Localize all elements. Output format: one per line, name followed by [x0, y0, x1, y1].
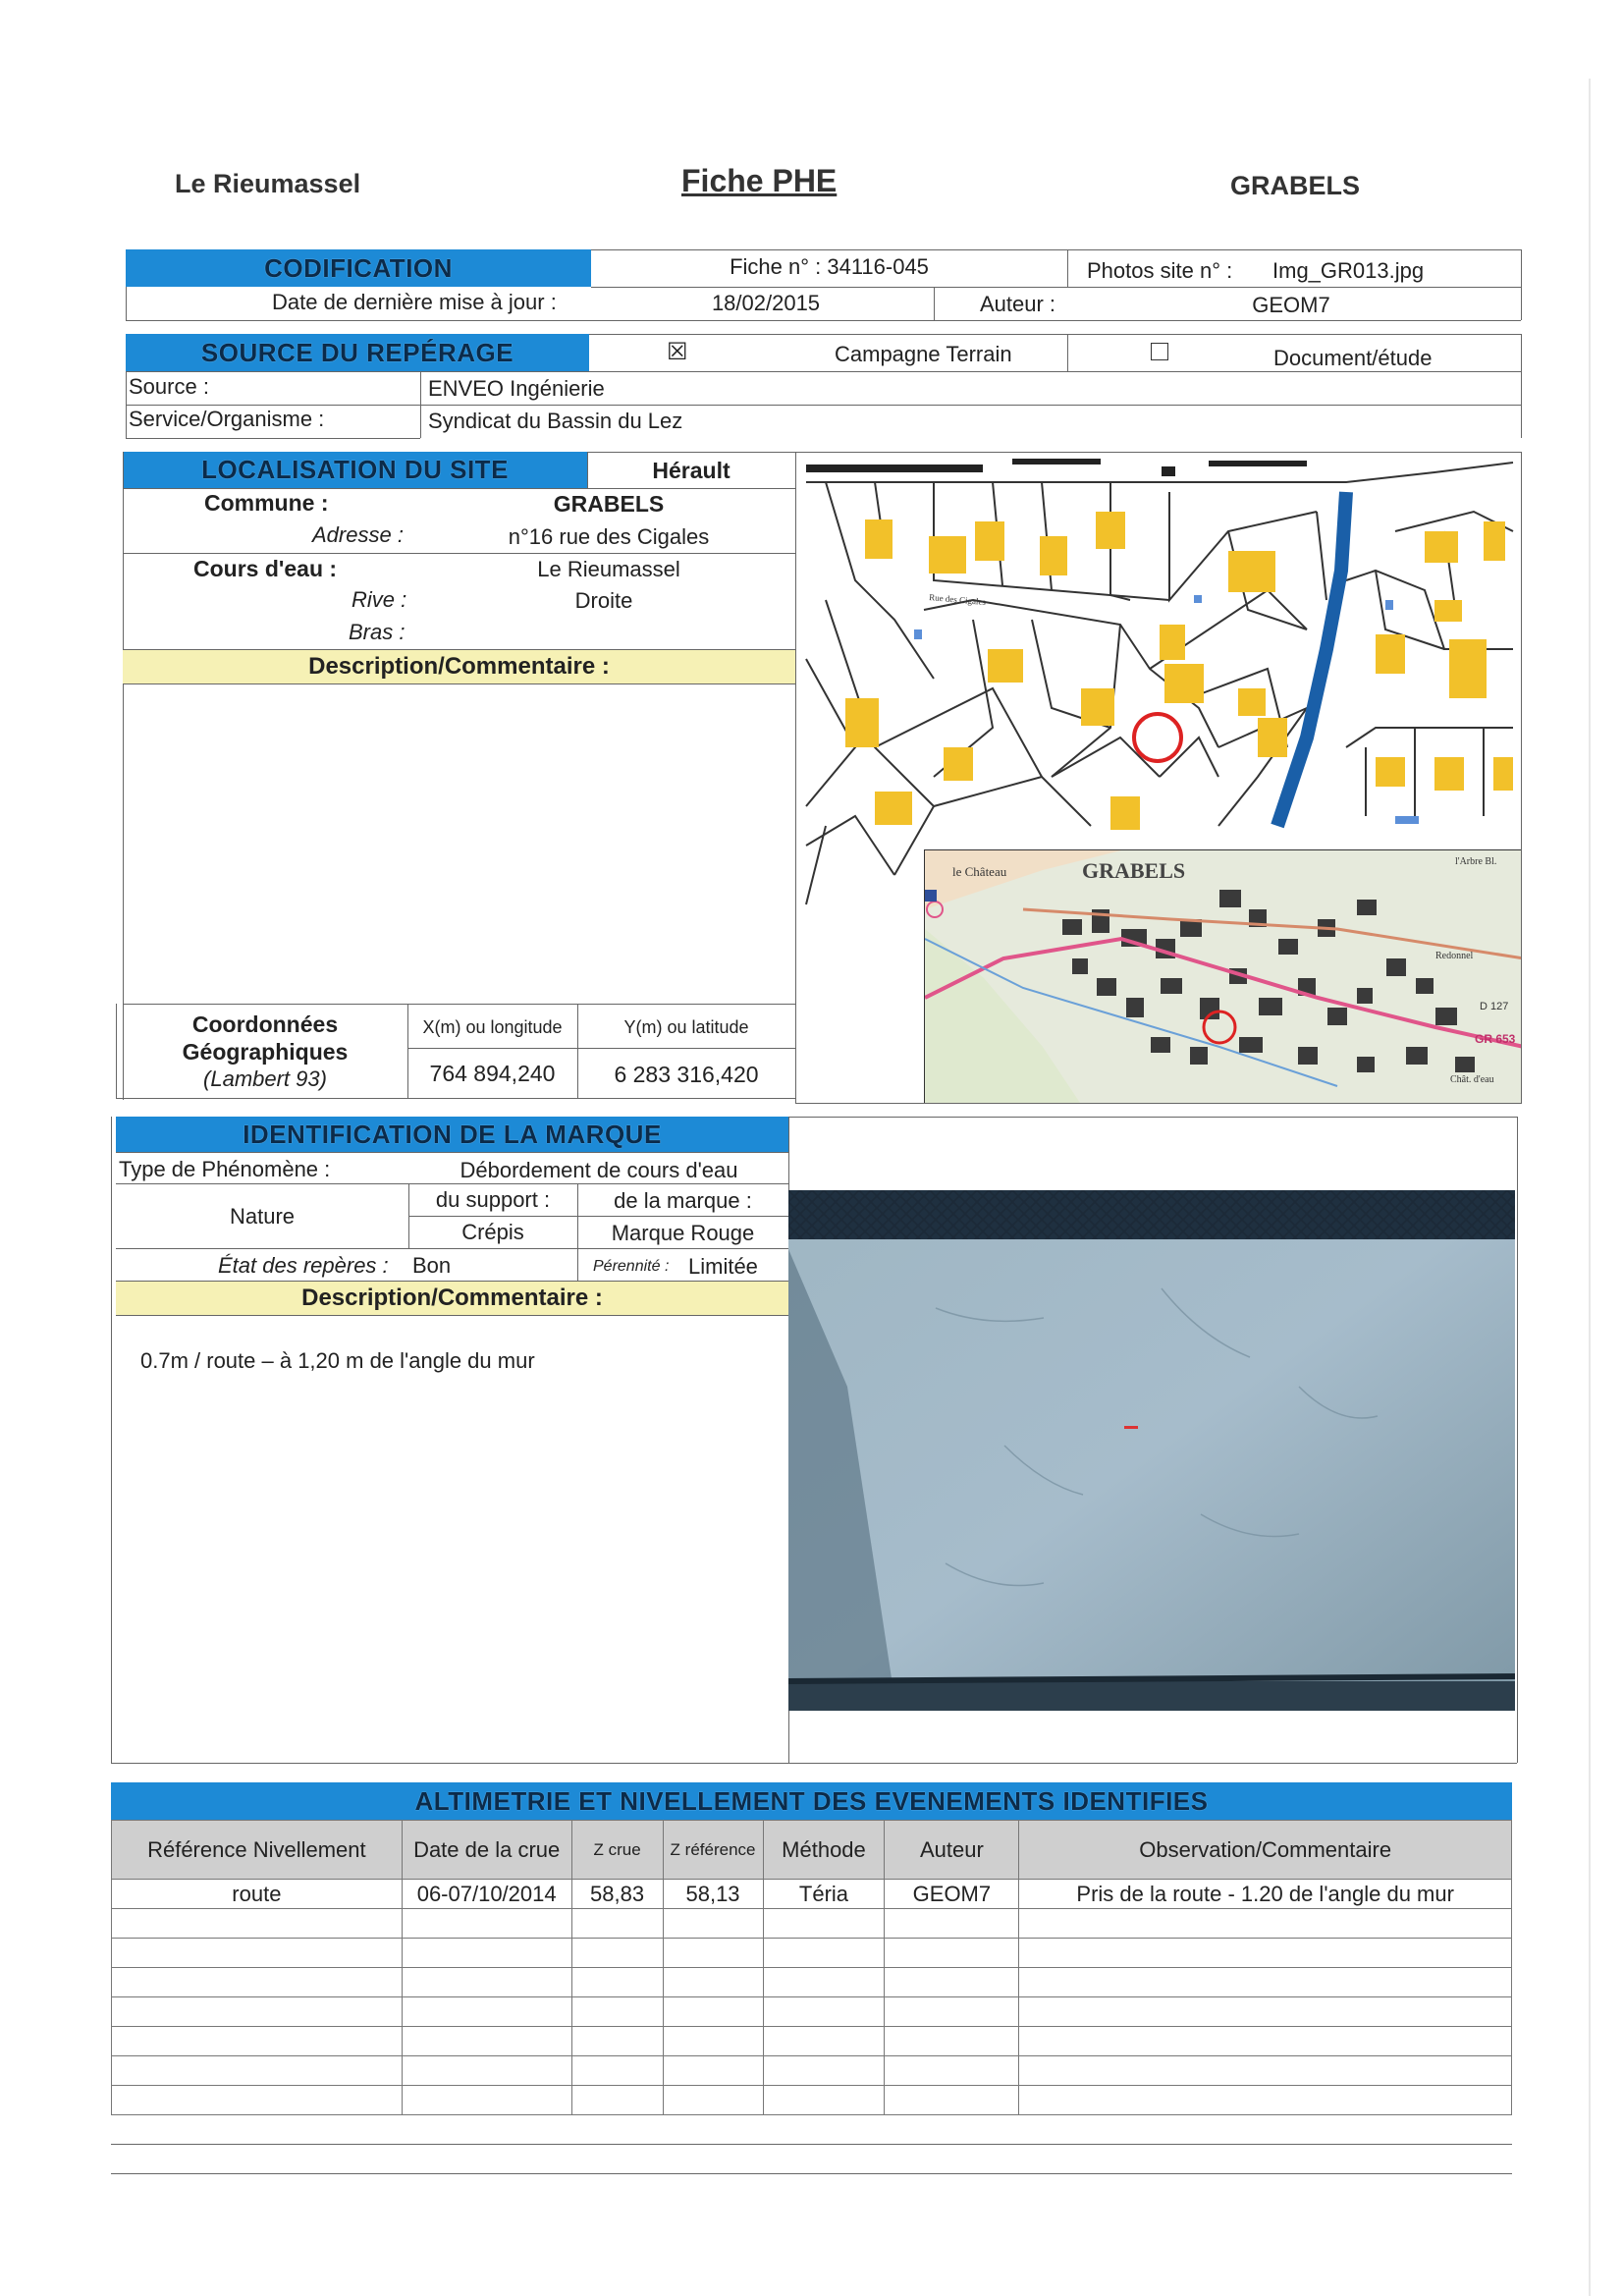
localisation-desc-header: Description/Commentaire :	[123, 650, 795, 683]
service-value: Syndicat du Bassin du Lez	[428, 409, 683, 433]
inset-topo-map	[924, 849, 1522, 1104]
inset-arbre: l'Arbre Bl.	[1455, 856, 1497, 867]
marque-value: Marque Rouge	[611, 1221, 755, 1245]
table-row	[112, 2027, 1512, 2056]
campagne-checkbox[interactable]: ☒	[667, 339, 688, 365]
marque-label: de la marque :	[614, 1188, 752, 1213]
col-auteur: Auteur	[885, 1821, 1019, 1880]
inset-chat-eau: Chât. d'eau	[1450, 1074, 1494, 1085]
adresse-label: Adresse :	[312, 522, 404, 547]
rive-label: Rive :	[352, 587, 407, 612]
col-z-crue: Z crue	[571, 1821, 663, 1880]
flood-mark-icon	[1124, 1426, 1138, 1429]
site-map	[795, 452, 1522, 1104]
author-label: Auteur :	[980, 292, 1056, 316]
document-checkbox[interactable]	[1151, 343, 1168, 360]
support-label: du support :	[435, 1187, 551, 1212]
col-reference: Référence Nivellement	[112, 1821, 403, 1880]
table-row	[112, 2086, 1512, 2115]
scan-edge	[1589, 79, 1591, 2296]
identification-desc-text: 0.7m / route – à 1,20 m de l'angle du mur	[140, 1348, 535, 1373]
author-value: GEOM7	[1252, 293, 1330, 317]
cours-label: Cours d'eau :	[193, 556, 338, 581]
cell-reference: route	[112, 1880, 403, 1909]
altimetrie-header: ALTIMETRIE ET NIVELLEMENT DES EVENEMENTS IDENTIFIES	[111, 1782, 1512, 1820]
cell-methode: Téria	[763, 1880, 885, 1909]
table-row	[112, 2056, 1512, 2086]
nature-label: Nature	[229, 1204, 296, 1229]
identification-header: IDENTIFICATION DE LA MARQUE	[116, 1117, 788, 1152]
location-marker-icon	[1134, 714, 1181, 761]
col-date-crue: Date de la crue	[402, 1821, 571, 1880]
y-label: Y(m) ou latitude	[623, 1017, 749, 1037]
service-label: Service/Organisme :	[129, 407, 325, 431]
fiche-number: Fiche n° : 34116-045	[730, 254, 929, 279]
col-methode: Méthode	[763, 1821, 885, 1880]
departement: Hérault	[652, 458, 730, 483]
coord-label-1: Coordonnées	[191, 1011, 339, 1037]
cell-z-reference: 58,13	[663, 1880, 763, 1909]
table-row	[112, 1939, 1512, 1968]
site-name: Le Rieumassel	[175, 169, 361, 198]
rive-value: Droite	[574, 588, 633, 613]
table-row	[112, 1880, 1512, 1909]
perennite-label: Pérennité :	[593, 1258, 670, 1275]
site-photo	[788, 1190, 1515, 1711]
localisation-header: LOCALISATION DU SITE	[123, 452, 587, 488]
inset-town: GRABELS	[1082, 858, 1186, 883]
page-title: Fiche PHE	[681, 163, 838, 198]
commune-value: GRABELS	[553, 491, 665, 517]
coord-label-3: (Lambert 93)	[203, 1066, 327, 1091]
x-value: 764 894,240	[429, 1061, 556, 1086]
document-label: Document/étude	[1273, 346, 1433, 370]
identification-desc-header: Description/Commentaire :	[116, 1282, 788, 1315]
support-value: Crépis	[461, 1220, 524, 1244]
commune-header: GRABELS	[1230, 171, 1361, 200]
cell-date: 06-07/10/2014	[402, 1880, 571, 1909]
photos-label: Photos site n° :	[1087, 258, 1233, 283]
x-label: X(m) ou longitude	[422, 1017, 563, 1037]
cell-auteur: GEOM7	[885, 1880, 1019, 1909]
cell-z-crue: 58,83	[571, 1880, 663, 1909]
bras-label: Bras :	[349, 620, 406, 644]
y-value: 6 283 316,420	[614, 1062, 759, 1087]
coord-label-2: Géographiques	[182, 1039, 349, 1065]
update-date-label: Date de dernière mise à jour :	[272, 290, 557, 314]
source-label: Source :	[129, 374, 209, 399]
update-date-value: 18/02/2015	[711, 291, 821, 315]
codification-header: CODIFICATION	[126, 249, 591, 287]
photos-value: Img_GR013.jpg	[1272, 258, 1425, 283]
inset-chateau: le Château	[952, 864, 1007, 879]
table-row	[112, 1997, 1512, 2027]
adresse-value: n°16 rue des Cigales	[508, 524, 710, 549]
inset-gr653: GR 653	[1475, 1032, 1516, 1046]
etat-label: État des repères :	[218, 1253, 389, 1278]
inset-d127: D 127	[1480, 1001, 1509, 1012]
type-label: Type de Phénomène :	[119, 1157, 331, 1181]
table-row	[112, 1909, 1512, 1939]
type-value: Débordement de cours d'eau	[460, 1158, 738, 1182]
cell-observation: Pris de la route - 1.20 de l'angle du mur	[1019, 1880, 1512, 1909]
campagne-label: Campagne Terrain	[835, 342, 1012, 366]
col-observation: Observation/Commentaire	[1019, 1821, 1512, 1880]
map-street-label: Rue des Cigales	[928, 592, 987, 608]
etat-value: Bon	[412, 1253, 452, 1278]
cours-value: Le Rieumassel	[537, 557, 680, 581]
source-header: SOURCE DU REPÉRAGE	[126, 334, 589, 371]
col-z-reference: Z référence	[663, 1821, 763, 1880]
source-value: ENVEO Ingénierie	[428, 376, 605, 401]
table-row	[112, 1968, 1512, 1997]
perennite-value: Limitée	[688, 1254, 758, 1279]
commune-label: Commune :	[204, 490, 329, 516]
table-header-row	[112, 1821, 1512, 1880]
altimetrie-table	[111, 1820, 1512, 2115]
inset-redonnel: Redonnel	[1435, 951, 1474, 961]
